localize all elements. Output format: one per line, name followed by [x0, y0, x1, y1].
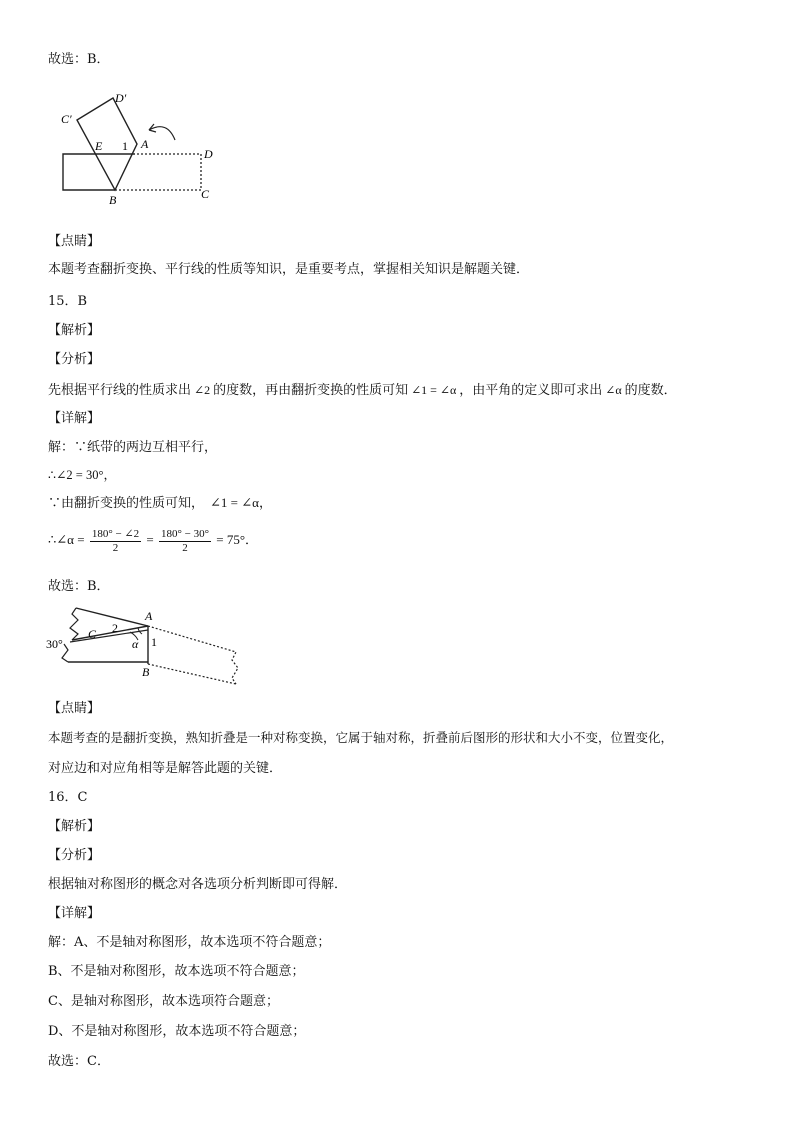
- label-30-degrees: 30°: [46, 637, 63, 651]
- q16-option-d: D、不是轴对称图形，故本选项不符合题意；: [48, 1024, 306, 1039]
- q15-fraction-1-numerator: 180° − ∠2: [91, 527, 140, 540]
- q16-xiangjie-heading: 【详解】: [48, 906, 101, 921]
- label-1: 1: [122, 139, 128, 153]
- q15-step1: 解：∵纸带的两边互相平行，: [48, 440, 218, 455]
- q16-number: 16．C: [48, 790, 88, 805]
- q15-fraction-1: [90, 528, 141, 555]
- label-d-prime: D′: [115, 91, 127, 105]
- label-b: B: [109, 193, 117, 207]
- label-c: C: [201, 187, 210, 201]
- dianjing-heading: 【点睛】: [48, 234, 101, 249]
- q16-option-c: C、是轴对称图形，故本选项符合题意；: [48, 994, 279, 1009]
- figure-fold-rectangle: [55, 90, 225, 210]
- q15-analysis-part4: 的度数．: [624, 383, 677, 398]
- q15-dianjing-line1: 本题考查的是翻折变换，熟知折叠是一种对称变换，它属于轴对称，折叠前后图形的形状和大小不变，位置变化，: [48, 730, 674, 745]
- q16-analysis: 根据轴对称图形的概念对各选项分析判断即可得解．: [48, 877, 348, 892]
- q15-analysis-math1: ∠2: [194, 383, 211, 397]
- q15-number: 15．B: [48, 294, 88, 309]
- label-e: E: [95, 139, 103, 153]
- dianjing-text: 本题考查翻折变换、平行线的性质等知识，是重要考点，掌握相关知识是解题关键．: [48, 262, 530, 277]
- q15-analysis-part1: 先根据平行线的性质求出: [48, 383, 192, 398]
- q15-fraction-2-denominator: 2: [182, 541, 188, 554]
- q15-step2: ∴∠2 = 30°，: [48, 468, 116, 482]
- q15-step4-prefix: ∴∠α =: [48, 532, 85, 547]
- q15-dianjing-heading: 【点睛】: [48, 701, 101, 716]
- label-a: A: [145, 609, 153, 623]
- q15-step4-equation: [48, 526, 258, 555]
- q15-step3-text: ∵由翻折变换的性质可知，: [48, 496, 205, 511]
- q15-fraction-1-denominator: 2: [112, 541, 119, 554]
- q15-step3-math: ∠1 = ∠α，: [210, 495, 272, 510]
- q16-fenxi-heading: 【分析】: [48, 848, 101, 863]
- q15-fraction-2-numerator: 180° − 30°: [160, 527, 209, 540]
- label-1: 1: [151, 635, 157, 649]
- q16-jiexi-heading: 【解析】: [48, 819, 101, 834]
- q15-step4-equals: =: [146, 532, 154, 547]
- label-a: A: [141, 137, 149, 151]
- q15-step4-result: = 75°．: [216, 532, 259, 547]
- label-alpha: α: [132, 637, 139, 651]
- q15-answer: 故选：B．: [48, 579, 110, 594]
- q16-option-b: B、不是轴对称图形，故本选项不符合题意；: [48, 964, 305, 979]
- label-d: D: [204, 147, 213, 161]
- q15-jiexi-heading: 【解析】: [48, 323, 101, 338]
- q15-dianjing-line2: 对应边和对应角相等是解答此题的关键．: [48, 761, 283, 776]
- q15-analysis-part2: 的度数，再由翻折变换的性质可知: [213, 383, 409, 398]
- q15-analysis-part3: ，由平角的定义即可求出: [459, 383, 603, 398]
- q15-analysis-math3: ∠α: [605, 383, 622, 397]
- q15-analysis: [48, 381, 677, 400]
- q15-step3: [48, 494, 272, 513]
- label-2: 2: [112, 621, 118, 635]
- q15-fenxi-heading: 【分析】: [48, 352, 101, 367]
- q15-fraction-2: [159, 528, 211, 555]
- figure-paper-strip: [44, 604, 254, 696]
- label-c-prime: C′: [61, 112, 72, 126]
- q15-xiangjie-heading: 【详解】: [48, 411, 101, 426]
- q16-option-a: 解：A、不是轴对称图形，故本选项不符合题意；: [48, 935, 331, 950]
- q15-analysis-math2: ∠1 = ∠α: [411, 383, 457, 397]
- label-b: B: [142, 665, 150, 679]
- label-c: C: [88, 627, 97, 641]
- q16-answer: 故选：C．: [48, 1054, 110, 1069]
- answer-line: 故选：B．: [48, 52, 110, 67]
